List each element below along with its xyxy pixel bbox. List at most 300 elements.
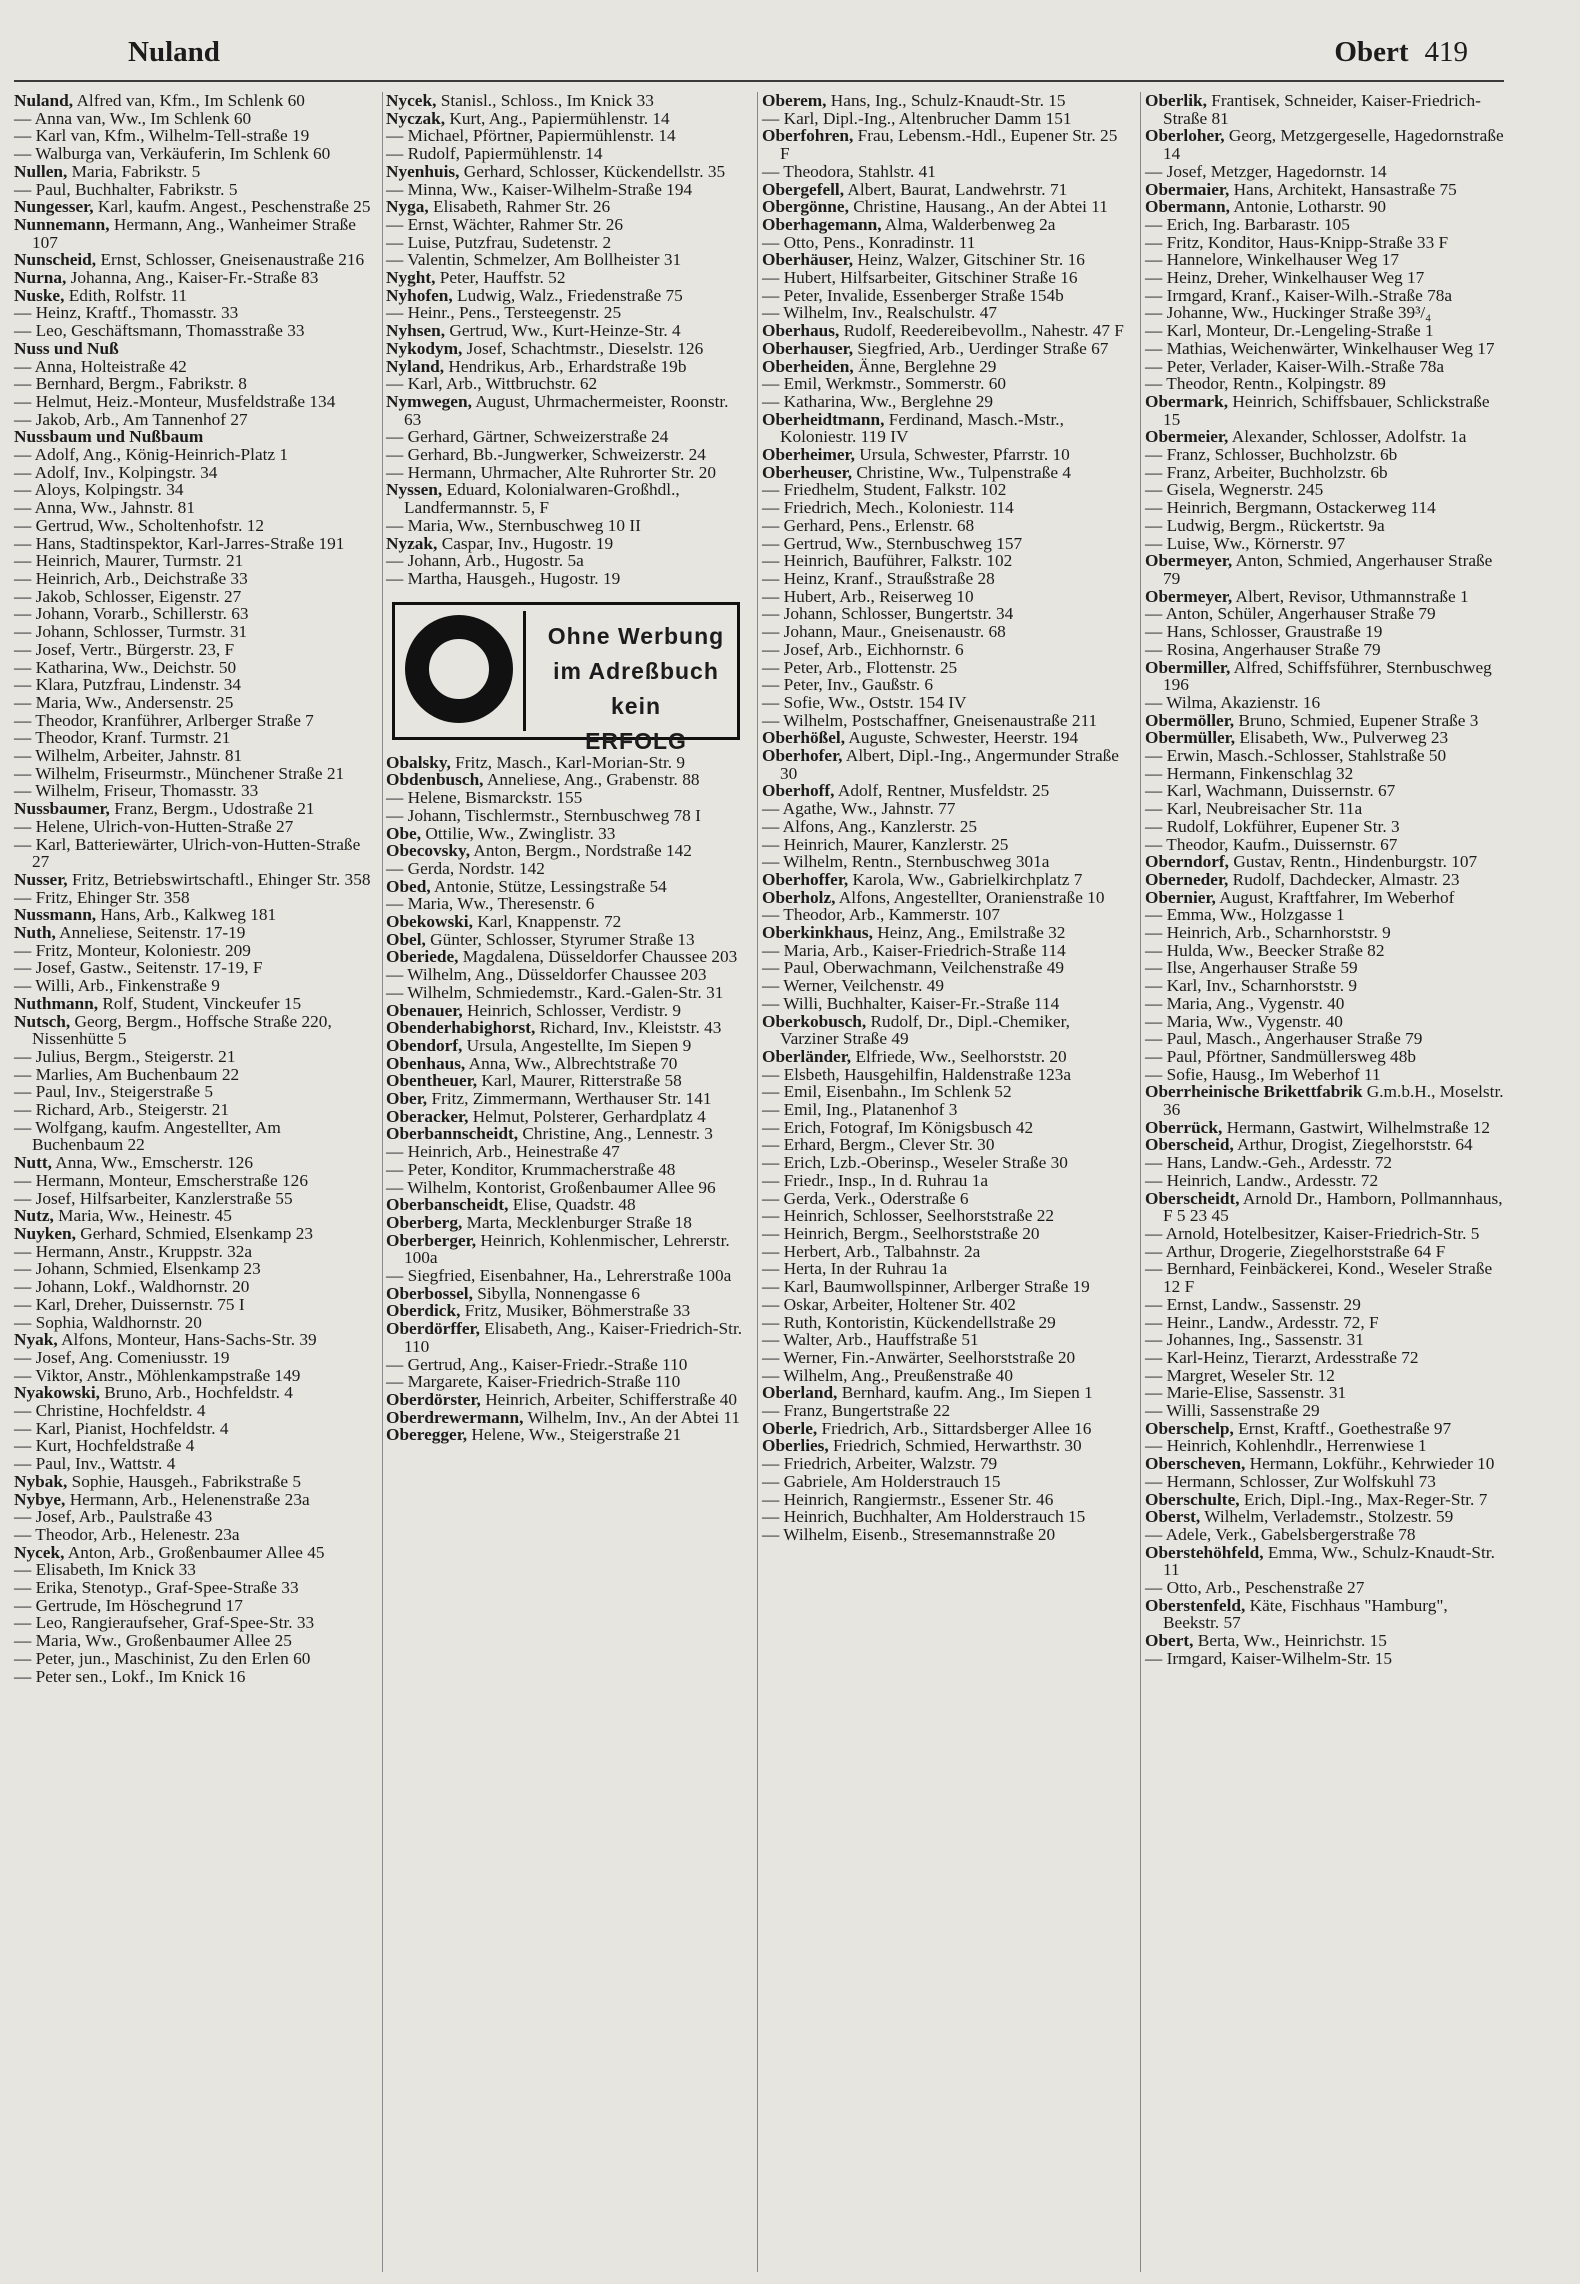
entry-surname: Nungesser, [14, 197, 94, 217]
directory-entry [762, 198, 1124, 216]
entry-surname: Obendorf, [386, 1035, 463, 1055]
entry-details: Georg, Bergm., Hoffsche Straße 220, Nissenhütte 5 [32, 1011, 332, 1049]
entry-surname: Obermaier, [1145, 179, 1230, 199]
column-divider [382, 92, 383, 2272]
entry-details: — Christine, Hochfeldstr. 4 [14, 1401, 206, 1421]
entry-details: — Heinz, Dreher, Winkelhauser Weg 17 [1145, 268, 1425, 288]
directory-entry [762, 924, 1124, 942]
entry-details: — Gerhard, Gärtner, Schweizerstraße 24 [386, 427, 669, 447]
entry-details: — Wilhelm, Rentn., Sternbuschweg 301a [762, 852, 1050, 872]
entry-details: Heinrich, Kohlenmischer, Lehrerstr. 100a [404, 1230, 730, 1268]
entry-details: — Theodor, Rentn., Kolpingstr. 89 [1145, 374, 1386, 394]
header-right [1334, 36, 1468, 69]
column-divider [1140, 92, 1141, 2272]
directory-entry [14, 623, 376, 641]
entry-surname: Oberst, [1145, 1507, 1201, 1527]
directory-entry [14, 1579, 376, 1597]
directory-entry [762, 269, 1124, 287]
entry-surname: Oberrheinische Brikettfabrik [1145, 1082, 1363, 1102]
entry-surname: Nybak, [14, 1471, 68, 1491]
entry-details: Hans, Arb., Kalkweg 181 [96, 905, 277, 925]
entry-details: Anneliese, Ang., Grabenstr. 88 [483, 770, 700, 790]
entry-details: G.m.b.H., Moselstr. 36 [1163, 1082, 1504, 1120]
column-3 [762, 92, 1124, 1544]
directory-entry [14, 570, 376, 588]
directory-entry [1145, 659, 1507, 694]
directory-entry [1145, 906, 1507, 924]
entry-details: Rudolf, Reedereibevollm., Nahestr. 47 F [839, 321, 1124, 341]
entry-surname: Nusser, [14, 869, 68, 889]
directory-entry [386, 789, 748, 807]
entry-details: — Minna, Ww., Kaiser-Wilhelm-Straße 194 [386, 179, 693, 199]
directory-entry [762, 570, 1124, 588]
entry-surname: Obenhaus, [386, 1053, 466, 1073]
entry-surname: Obermüller, [1145, 728, 1236, 748]
entry-details: August, Uhrmachermeister, Roonstr. 63 [404, 391, 729, 429]
entry-details: — Hermann, Monteur, Emscherstraße 126 [14, 1170, 308, 1190]
entry-surname: Obe, [386, 823, 422, 843]
directory-entry [386, 1232, 748, 1267]
directory-entry [14, 92, 376, 110]
entry-details: — Bernhard, Feinbäckerei, Kond., Weseler Straße 12 F [1145, 1259, 1493, 1297]
entry-details: — Kurt, Hochfeldstraße 4 [14, 1436, 195, 1456]
entry-details: — Franz, Bungertstraße 22 [762, 1401, 951, 1421]
entry-details: — Irmgard, Kaiser-Wilhelm-Str. 15 [1145, 1648, 1393, 1668]
directory-entry [762, 1207, 1124, 1225]
entry-surname: Obergefell, [762, 179, 845, 199]
directory-entry [14, 1526, 376, 1544]
directory-entry [1145, 1136, 1507, 1154]
directory-entry [762, 995, 1124, 1013]
entry-surname: Nyland, [386, 356, 445, 376]
directory-entry [1145, 1402, 1507, 1420]
entry-surname: Oberstehöhfeld, [1145, 1542, 1264, 1562]
entry-details: — Wilhelm, Friseur, Thomasstr. 33 [14, 781, 259, 801]
entry-details: — Herta, In der Ruhrau 1a [762, 1259, 948, 1279]
directory-entry [386, 1125, 748, 1143]
entry-surname: Nussbaumer, [14, 799, 110, 819]
entry-surname: Oberhoffer, [762, 869, 849, 889]
entry-details: — Luise, Putzfrau, Sudetenstr. 2 [386, 232, 612, 252]
directory-entry [762, 1455, 1124, 1473]
entry-surname: Oberschelp, [1145, 1418, 1234, 1438]
directory-entry [1145, 322, 1507, 340]
entry-surname: Nunscheid, [14, 250, 97, 270]
directory-entry [386, 1285, 748, 1303]
running-header [128, 36, 1468, 80]
entry-details: Frau, Lebensm.-Hdl., Eupener Str. 25 F [780, 126, 1118, 164]
entry-surname: Nycek, [386, 91, 437, 110]
entry-details: Eduard, Kolonialwaren-Großhdl., Landfermannstr. 5, F [404, 480, 680, 518]
entry-surname: Oberkinkhaus, [762, 923, 873, 943]
entry-details: Helene, Ww., Steigerstraße 21 [467, 1425, 682, 1445]
entry-details: — Karl, Pianist, Hochfeldstr. 4 [14, 1418, 229, 1438]
directory-entry [386, 807, 748, 825]
entry-details: — Karl, Dreher, Duissernstr. 75 I [14, 1294, 245, 1314]
directory-entry [1145, 1526, 1507, 1544]
entry-details: Alfred van, Kfm., Im Schlenk 60 [73, 91, 305, 110]
directory-entry [386, 1055, 748, 1073]
directory-entry [386, 913, 748, 931]
directory-entry [762, 464, 1124, 482]
entry-surname: Obalsky, [386, 752, 451, 772]
directory-entry [762, 535, 1124, 553]
entry-surname: Nussbaum und Nußbaum [14, 427, 204, 447]
directory-entry [14, 411, 376, 429]
entry-surname: Oberegger, [386, 1425, 468, 1445]
directory-entry [1145, 92, 1507, 127]
entry-details: — Hermann, Anstr., Kruppstr. 32a [14, 1241, 253, 1261]
entry-details: — Franz, Arbeiter, Buchholzstr. 6b [1145, 462, 1388, 482]
entry-details: — Franz, Schlosser, Buchholzstr. 6b [1145, 445, 1398, 465]
entry-surname: Oberem, [762, 91, 827, 110]
entry-details: — Peter sen., Lokf., Im Knick 16 [14, 1666, 246, 1686]
entry-surname: Nyenhuis, [386, 161, 460, 181]
directory-entry [1145, 535, 1507, 553]
entry-details: — Otto, Pens., Konradinstr. 11 [762, 232, 976, 252]
directory-entry [1145, 1154, 1507, 1172]
directory-entry [14, 1101, 376, 1119]
directory-entry [1145, 588, 1507, 606]
entry-details: Albert, Dipl.-Ing., Angermunder Straße 30 [780, 746, 1119, 783]
entry-details: — Maria, Ww., Theresenstr. 6 [386, 894, 595, 914]
entry-details: — Hermann, Schlosser, Zur Wolfskuhl 73 [1145, 1471, 1436, 1491]
entry-details: — Johann, Arb., Hugostr. 5a [386, 551, 584, 571]
directory-entry [386, 216, 748, 234]
directory-entry [762, 1048, 1124, 1066]
entry-details: — Jakob, Schlosser, Eigenstr. 27 [14, 586, 242, 606]
entry-surname: Oberheiden, [762, 356, 854, 376]
directory-entry [762, 163, 1124, 181]
directory-entry [14, 1437, 376, 1455]
entry-surname: Nuland, [14, 91, 74, 110]
directory-entry [1145, 198, 1507, 216]
entry-surname: Obermeier, [1145, 427, 1229, 447]
entry-details: Karola, Ww., Gabrielkirchplatz 7 [848, 869, 1083, 889]
directory-entry [14, 1597, 376, 1615]
entry-details: — Valentin, Schmelzer, Am Bollheister 31 [386, 250, 682, 270]
column-1 [14, 92, 376, 1685]
entry-details: Änne, Berglehne 29 [853, 356, 997, 376]
entry-details: — Gabriele, Am Holderstrauch 15 [762, 1471, 1001, 1491]
entry-details: Friedrich, Arb., Sittardsberger Allee 16 [817, 1418, 1092, 1438]
entry-details: — Theodor, Arb., Helenestr. 23a [14, 1524, 240, 1544]
entry-details: — Heinz, Kraftf., Thomasstr. 33 [14, 303, 239, 323]
directory-entry [1145, 1030, 1507, 1048]
directory-entry [762, 375, 1124, 393]
entry-details: Karl, Knappenstr. 72 [472, 912, 622, 932]
entry-details: — Klara, Putzfrau, Lindenstr. 34 [14, 675, 242, 695]
directory-entry [386, 860, 748, 878]
entry-details: Kurt, Ang., Papiermühlenstr. 14 [445, 108, 670, 128]
entry-details: — Rosina, Angerhauser Straße 79 [1145, 639, 1381, 659]
directory-entry [762, 871, 1124, 889]
entry-details: — Willi, Sassenstraße 29 [1145, 1401, 1320, 1421]
directory-entry [14, 1632, 376, 1650]
entry-details: — Karl, Inv., Scharnhorststr. 9 [1145, 976, 1357, 996]
directory-entry [1145, 605, 1507, 623]
entry-details: — Hubert, Hilfsarbeiter, Gitschiner Straße 16 [762, 268, 1078, 288]
entry-details: — Theodor, Kranführer, Arlberger Straße 7 [14, 710, 314, 730]
entry-details: — Johann, Vorarb., Schillerstr. 63 [14, 604, 249, 624]
directory-entry [1145, 1331, 1507, 1349]
directory-entry [386, 535, 748, 553]
entry-details: — Ruth, Kontoristin, Kückendellstraße 29 [762, 1312, 1056, 1332]
directory-entry [14, 747, 376, 765]
entry-details: — Herbert, Arb., Talbahnstr. 2a [762, 1241, 981, 1261]
directory-entry [14, 1367, 376, 1385]
directory-entry [14, 1544, 376, 1562]
entry-details: Elfriede, Ww., Seelhorststr. 20 [851, 1046, 1067, 1066]
directory-entry [762, 446, 1124, 464]
directory-entry [1145, 1243, 1507, 1261]
directory-entry [1145, 499, 1507, 517]
entry-surname: Oberland, [762, 1383, 838, 1403]
directory-entry [386, 517, 748, 535]
entry-details: — Rudolf, Lokführer, Eupener Str. 3 [1145, 816, 1400, 836]
directory-entry [1145, 1314, 1507, 1332]
entry-surname: Oberheuser, [762, 462, 853, 482]
entry-details: Peter, Hauffstr. 52 [435, 268, 566, 288]
entry-surname: Oberfohren, [762, 126, 854, 146]
entry-details: — Maria, Ww., Sternbuschweg 10 II [386, 515, 641, 535]
directory-entry [386, 984, 748, 1002]
directory-entry [14, 269, 376, 287]
entry-surname: Ober, [386, 1089, 428, 1109]
entry-surname: Oberberg, [386, 1212, 463, 1232]
directory-entry [1145, 871, 1507, 889]
entry-surname: Oberiede, [386, 947, 459, 967]
entry-details: Ludwig, Walz., Friedenstraße 75 [452, 285, 683, 305]
directory-entry [762, 1225, 1124, 1243]
entry-surname: Nyhofen, [386, 285, 453, 305]
entry-details: Frantisek, Schneider, Kaiser-Friedrich-Straße 81 [1163, 91, 1481, 128]
directory-entry [386, 1143, 748, 1161]
directory-entry [762, 676, 1124, 694]
entry-surname: Nutsch, [14, 1011, 71, 1031]
entry-details: — Wilhelm, Postschaffner, Gneisenaustraße 211 [762, 710, 1098, 730]
entry-details: — Hulda, Ww., Beecker Straße 82 [1145, 940, 1385, 960]
directory-entry [1145, 959, 1507, 977]
directory-entry [762, 358, 1124, 376]
entry-details: Antonie, Stütze, Lessingstraße 54 [430, 876, 667, 896]
directory-entry [14, 871, 376, 889]
directory-entry [762, 747, 1124, 782]
entry-details: — Erich, Lzb.-Oberinsp., Weseler Straße 30 [762, 1153, 1068, 1173]
entry-details: — Peter, Arb., Flottenstr. 25 [762, 657, 958, 677]
entry-surname: Obermeyer, [1145, 551, 1233, 571]
entry-details: — Oskar, Arbeiter, Holtener Str. 402 [762, 1294, 1016, 1314]
directory-entry [762, 1526, 1124, 1544]
directory-entry [1145, 1650, 1507, 1668]
directory-entry [1145, 464, 1507, 482]
entry-details: Ferdinand, Masch.-Mstr., Koloniestr. 119 IV [780, 409, 1064, 447]
entry-details: — Wilhelm, Arbeiter, Jahnstr. 81 [14, 746, 243, 766]
directory-entry [386, 1373, 748, 1391]
entry-surname: Oberhaus, [762, 321, 840, 341]
entry-details: Günter, Schlosser, Styrumer Straße 13 [425, 929, 695, 949]
directory-entry [762, 836, 1124, 854]
entry-details: — Erich, Fotograf, Im Königsbusch 42 [762, 1117, 1034, 1137]
directory-entry [1145, 1597, 1507, 1632]
entry-details: Ernst, Schlosser, Gneisenaustraße 216 [96, 250, 365, 270]
directory-entry [1145, 694, 1507, 712]
entry-details: Maria, Fabrikstr. 5 [67, 161, 201, 181]
directory-entry [762, 181, 1124, 199]
entry-surname: Obed, [386, 876, 431, 896]
entry-surname: Oberschulte, [1145, 1489, 1240, 1509]
entry-details: — Wilhelm, Schmiedemstr., Kard.-Galen-Str. 31 [386, 982, 724, 1002]
directory-entry [762, 481, 1124, 499]
entry-details: — Heinrich, Maurer, Kanzlerstr. 25 [762, 834, 1009, 854]
directory-entry [1145, 446, 1507, 464]
entry-surname: Oberndorf, [1145, 852, 1230, 872]
entry-details: Fritz, Masch., Karl-Morian-Str. 9 [450, 752, 686, 772]
directory-entry [1145, 1367, 1507, 1385]
directory-entry [14, 1473, 376, 1491]
directory-entry [1145, 853, 1507, 871]
directory-entry [1145, 375, 1507, 393]
entry-details: Alfons, Angestellter, Oranienstraße 10 [835, 887, 1105, 907]
entry-details: — Werner, Veilchenstr. 49 [762, 976, 945, 996]
directory-entry [1145, 1349, 1507, 1367]
directory-entry [14, 1455, 376, 1473]
directory-entry [1145, 942, 1507, 960]
directory-entry [762, 287, 1124, 305]
directory-entry [762, 623, 1124, 641]
directory-entry [14, 818, 376, 836]
entry-details: — Josef, Hilfsarbeiter, Kanzlerstraße 55 [14, 1188, 293, 1208]
entry-details: — Werner, Fin.-Anwärter, Seelhorststraße 20 [762, 1347, 1076, 1367]
entry-surname: Oberdrewermann, [386, 1407, 524, 1427]
directory-entry [762, 1083, 1124, 1101]
directory-entry [762, 92, 1124, 110]
entry-details: Ernst, Kraftf., Goethestraße 97 [1233, 1418, 1452, 1438]
entry-surname: Obekowski, [386, 912, 473, 932]
entry-surname: Oberhäuser, [762, 250, 854, 270]
directory-entry [386, 771, 748, 789]
entry-details: — Gertrud, Ww., Scholtenhofstr. 12 [14, 515, 265, 535]
entry-details: Caspar, Inv., Hugostr. 19 [437, 533, 614, 553]
directory-entry [14, 676, 376, 694]
entry-details: Elisabeth, Ww., Pulverweg 23 [1235, 728, 1449, 748]
directory-entry [386, 878, 748, 896]
entry-details: Stanisl., Schloss., Im Knick 33 [436, 91, 654, 110]
entry-details: — Heinrich, Rangiermstr., Essener Str. 46 [762, 1489, 1054, 1509]
entry-surname: Obecovsky, [386, 841, 471, 861]
directory-entry [1145, 1508, 1507, 1526]
entry-surname: Oberloher, [1145, 126, 1225, 146]
entry-details: — Johann, Maur., Gneisenaustr. 68 [762, 622, 1006, 642]
directory-entry [1145, 1420, 1507, 1438]
entry-surname: Nyssen, [386, 480, 443, 500]
directory-entry [14, 1260, 376, 1278]
directory-entry [386, 1108, 748, 1126]
directory-entry [1145, 234, 1507, 252]
entry-details: Gerhard, Schlosser, Kückendellstr. 35 [459, 161, 726, 181]
entry-details: — Gerhard, Bb.-Jungwerker, Schweizerstr. 24 [386, 445, 706, 465]
directory-entry [762, 782, 1124, 800]
advert-line-3: ERFOLG [585, 727, 687, 754]
directory-entry [14, 1066, 376, 1084]
entry-surname: Obermann, [1145, 197, 1230, 217]
directory-entry [762, 1154, 1124, 1172]
directory-entry [14, 1013, 376, 1048]
entry-details: — Josef, Metzger, Hagedornstr. 14 [1145, 161, 1387, 181]
entry-details: — Karl, Neubreisacher Str. 11a [1145, 799, 1363, 819]
entry-details: Fritz, Betriebswirtschaftl., Ehinger Str. 358 [67, 869, 371, 889]
directory-entry [762, 304, 1124, 322]
directory-entry [14, 428, 376, 446]
directory-entry [1145, 1579, 1507, 1597]
entry-details: Hans, Ing., Schulz-Knaudt-Str. 15 [826, 91, 1066, 110]
directory-entry [762, 1473, 1124, 1491]
entry-details: — Karl, Wachmann, Duissernstr. 67 [1145, 781, 1396, 801]
entry-details: — Peter, Verlader, Kaiser-Wilh.-Straße 78a [1145, 356, 1445, 376]
entry-surname: Obel, [386, 929, 426, 949]
directory-entry [762, 800, 1124, 818]
entry-details: — Walter, Arb., Hauffstraße 51 [762, 1330, 979, 1350]
entry-details: Heinz, Walzer, Gitschiner Str. 16 [853, 250, 1085, 270]
entry-details: Siegfried, Arb., Uerdinger Straße 67 [853, 338, 1109, 358]
entry-details: — Gertrude, Im Höschegrund 17 [14, 1595, 243, 1615]
entry-surname: Obernier, [1145, 887, 1216, 907]
entry-surname: Oberlik, [1145, 91, 1207, 110]
entry-surname: Oberscheidt, [1145, 1188, 1240, 1208]
entry-details: Arthur, Drogist, Ziegelhorststr. 64 [1233, 1135, 1473, 1155]
entry-details: — Karl-Heinz, Tierarzt, Ardesstraße 72 [1145, 1347, 1419, 1367]
entry-details: — Elsbeth, Hausgehilfin, Haldenstraße 123a [762, 1064, 1072, 1084]
entry-surname: Nymwegen, [386, 391, 472, 411]
directory-entry [1145, 1190, 1507, 1225]
entry-surname: Oberhauser, [762, 338, 854, 358]
directory-entry [762, 1243, 1124, 1261]
entry-surname: Obert, [1145, 1631, 1194, 1651]
directory-entry [1145, 1260, 1507, 1295]
entry-surname: Oberlies, [762, 1436, 829, 1456]
directory-entry [762, 499, 1124, 517]
entry-details: Christine, Hausang., An der Abtei 11 [848, 197, 1108, 217]
entry-details: — Paul, Inv., Wattstr. 4 [14, 1454, 176, 1474]
entry-details: Anna, Ww., Emscherstr. 126 [51, 1153, 254, 1173]
entry-details: Hermann, Arb., Helenenstraße 23a [65, 1489, 310, 1509]
directory-entry [386, 1002, 748, 1020]
entry-details: — Peter, Inv., Gaußstr. 6 [762, 675, 933, 695]
entry-details: — Heinrich, Buchhalter, Am Holderstrauch 15 [762, 1507, 1086, 1527]
directory-entry [386, 92, 748, 110]
entry-details: Heinz, Ang., Emilstraße 32 [872, 923, 1066, 943]
directory-entry [762, 1278, 1124, 1296]
entry-surname: Nyczak, [386, 108, 446, 128]
entry-details: Anton, Arb., Großenbaumer Allee 45 [64, 1542, 325, 1562]
directory-entry [1145, 1225, 1507, 1243]
entry-details: — Willi, Buchhalter, Kaiser-Fr.-Straße 114 [762, 993, 1060, 1013]
directory-entry [762, 588, 1124, 606]
directory-entry [1145, 1083, 1507, 1118]
directory-entry [386, 1072, 748, 1090]
directory-entry [386, 464, 748, 482]
entry-details: Fritz, Zimmermann, Werthauser Str. 141 [427, 1089, 712, 1109]
directory-entry [14, 375, 376, 393]
directory-entry [14, 942, 376, 960]
entry-details: Hermann, Ang., Wanheimer Straße 107 [32, 214, 356, 252]
entry-surname: Nybye, [14, 1489, 66, 1509]
entry-surname: Obdenbusch, [386, 770, 484, 790]
directory-entry [1145, 181, 1507, 199]
advert-box [392, 602, 740, 754]
directory-entry [14, 1420, 376, 1438]
directory-entry [14, 322, 376, 340]
